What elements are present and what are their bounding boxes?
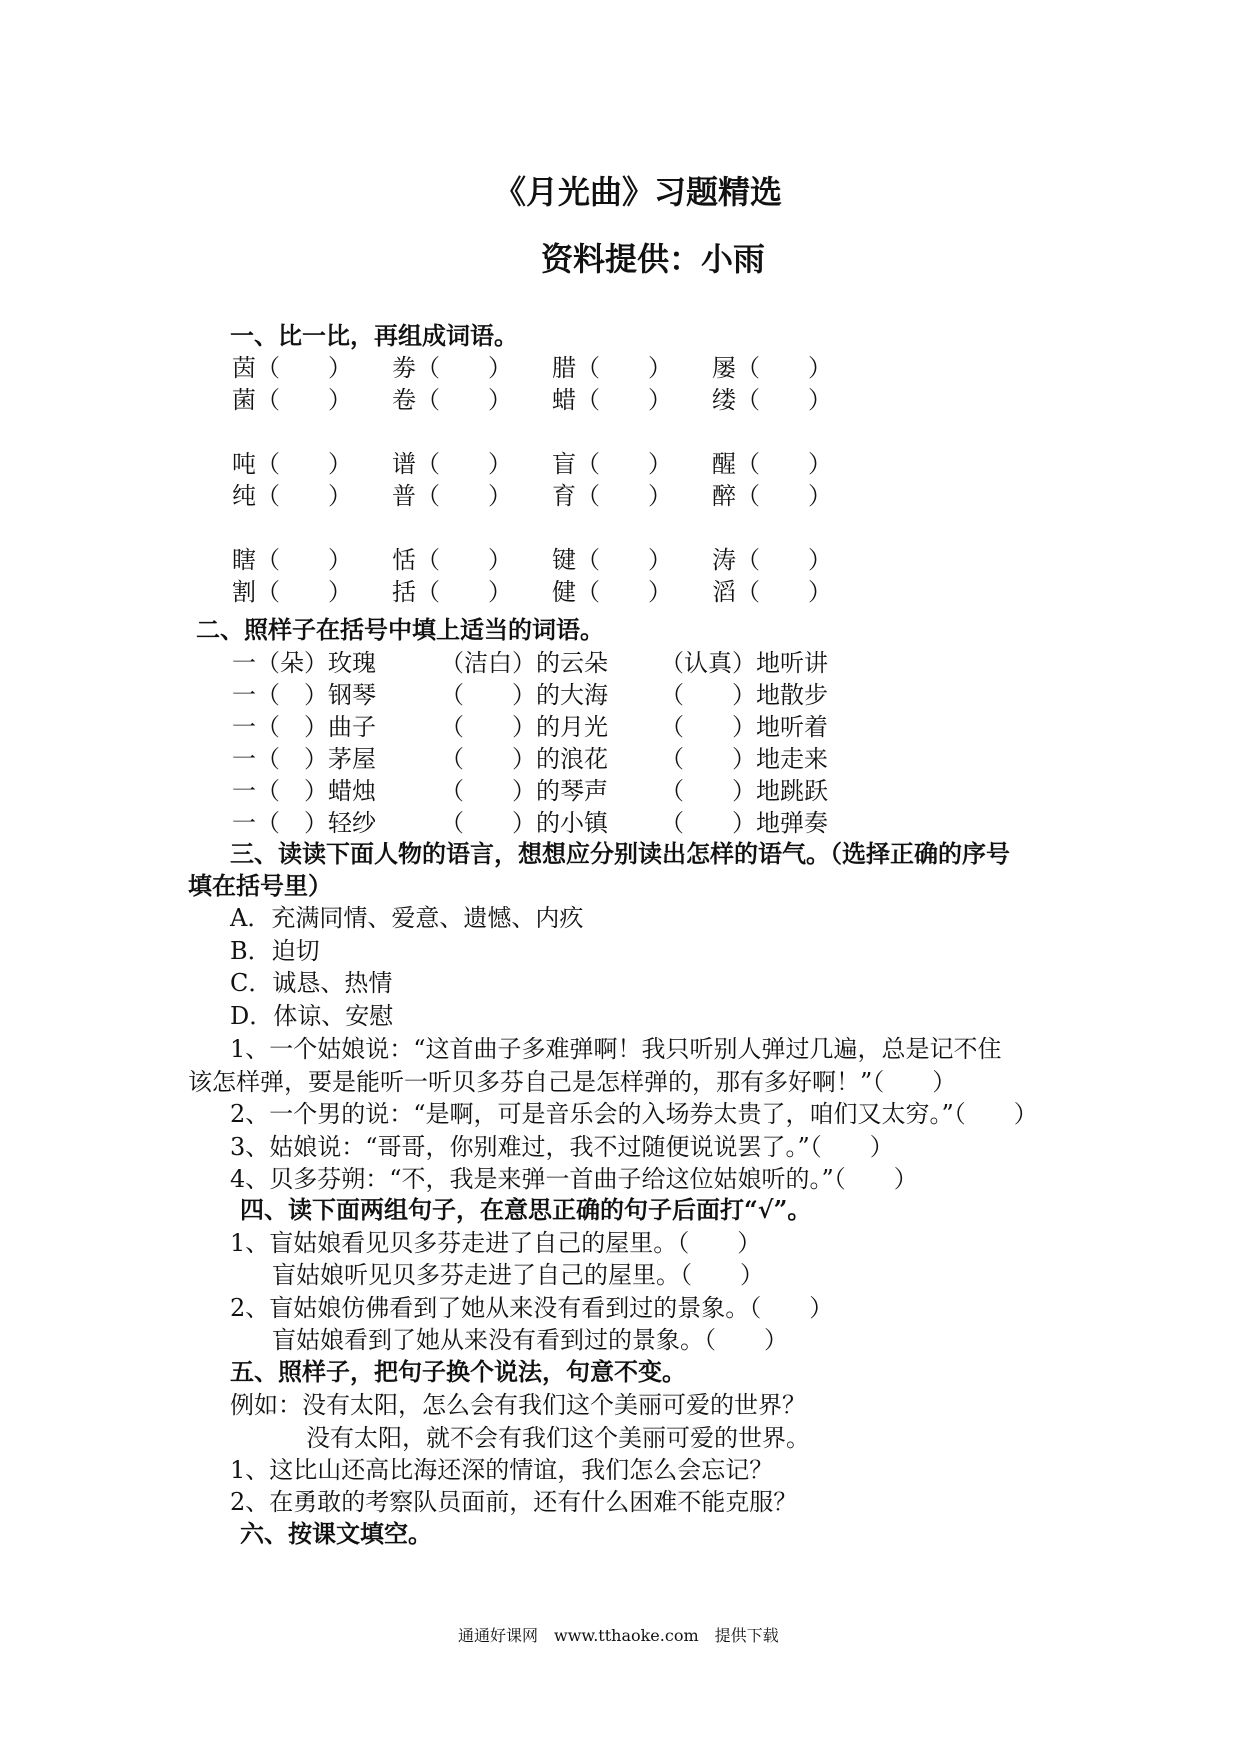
question-2: 2、一个男的说：“是啊，可是音乐会的入场券太贵了，咱们又太穷。”（ ） <box>230 1100 1038 1128</box>
option-b: B．迫切 <box>230 937 320 965</box>
fill-phrase: （ ）地走来 <box>660 745 828 773</box>
fill-phrase: （ ）的大海 <box>440 681 608 709</box>
fill-phrase: （认真）地听讲 <box>660 649 828 677</box>
page-title: 《月光曲》习题精选 <box>494 173 783 211</box>
compare-char-pair: 卷（ ） <box>392 386 512 414</box>
fill-phrase: 一（ ）曲子 <box>232 713 376 741</box>
fill-phrase: （ ）地跳跃 <box>660 777 828 805</box>
compare-char-pair: 纯（ ） <box>232 482 352 510</box>
fill-phrase: 一（ ）钢琴 <box>232 681 376 709</box>
compare-char-pair: 劵（ ） <box>392 354 512 382</box>
section-1-heading: 一、比一比，再组成词语。 <box>230 321 518 350</box>
compare-char-pair: 茵（ ） <box>232 354 352 382</box>
page-footer: 通通好课网 www.tthaoke.com 提供下载 <box>458 1626 779 1645</box>
option-d: D．体谅、安慰 <box>230 1002 394 1030</box>
compare-char-pair: 瞎（ ） <box>232 546 352 574</box>
question-1-line1: 1、一个姑娘说：“这首曲子多难弹啊！我只听别人弹过几遍，总是记不住 <box>230 1035 1002 1063</box>
question-1-line2: 该怎样弹，要是能听一听贝多芬自己是怎样弹的，那有多好啊！”（ ） <box>188 1068 957 1096</box>
fill-phrase: （洁白）的云朵 <box>440 649 608 677</box>
section-3-heading: 三、读读下面人物的语言，想想应分别读出怎样的语气。（选择正确的序号 <box>230 839 1010 868</box>
compare-char-pair: 滔（ ） <box>712 578 832 606</box>
compare-char-pair: 吨（ ） <box>232 450 352 478</box>
compare-char-pair: 屡（ ） <box>712 354 832 382</box>
section-6-heading: 六、按课文填空。 <box>240 1519 432 1548</box>
fill-phrase: （ ）的琴声 <box>440 777 608 805</box>
compare-char-pair: 盲（ ） <box>552 450 672 478</box>
compare-char-pair: 键（ ） <box>552 546 672 574</box>
page-subtitle: 资料提供：小雨 <box>541 240 766 278</box>
compare-char-pair: 蜡（ ） <box>552 386 672 414</box>
compare-char-pair: 菌（ ） <box>232 386 352 414</box>
fill-phrase: 一（ ）茅屋 <box>232 745 376 773</box>
fill-phrase: 一（ ）轻纱 <box>232 809 376 837</box>
option-a: A．充满同情、爱意、遗憾、内疚 <box>230 904 584 932</box>
example-line-2: 没有太阳，就不会有我们这个美丽可爱的世界。 <box>306 1424 810 1452</box>
s4-line-3: 2、盲姑娘仿佛看到了她从来没有看到过的景象。（ ） <box>230 1294 834 1322</box>
s5-question-1: 1、这比山还高比海还深的情谊，我们怎么会忘记？ <box>230 1456 774 1484</box>
example-line-1: 例如：没有太阳，怎么会有我们这个美丽可爱的世界？ <box>230 1391 806 1419</box>
question-3: 3、姑娘说：“哥哥，你别难过，我不过随便说说罢了。”（ ） <box>230 1133 894 1161</box>
s4-line-2: 盲姑娘听见贝多芬走进了自己的屋里。（ ） <box>272 1261 764 1289</box>
compare-char-pair: 谱（ ） <box>392 450 512 478</box>
section-3-heading-cont: 填在括号里） <box>188 871 332 900</box>
compare-char-pair: 割（ ） <box>232 578 352 606</box>
s4-line-1: 1、盲姑娘看见贝多芬走进了自己的屋里。（ ） <box>230 1229 762 1257</box>
fill-phrase: （ ）地散步 <box>660 681 828 709</box>
fill-phrase: （ ）的小镇 <box>440 809 608 837</box>
option-c: C．诚恳、热情 <box>230 969 393 997</box>
compare-char-pair: 腊（ ） <box>552 354 672 382</box>
s5-question-2: 2、在勇敢的考察队员面前，还有什么困难不能克服？ <box>230 1488 798 1516</box>
fill-phrase: （ ）的浪花 <box>440 745 608 773</box>
fill-phrase: 一（朵）玫瑰 <box>232 649 376 677</box>
section-4-heading: 四、读下面两组句子，在意思正确的句子后面打“√”。 <box>240 1195 812 1224</box>
compare-char-pair: 醒（ ） <box>712 450 832 478</box>
compare-char-pair: 健（ ） <box>552 578 672 606</box>
question-4: 4、贝多芬朔：“不，我是来弹一首曲子给这位姑娘听的。”（ ） <box>230 1165 918 1193</box>
compare-char-pair: 育（ ） <box>552 482 672 510</box>
section-2-heading: 二、照样子在括号中填上适当的词语。 <box>196 615 604 644</box>
fill-phrase: （ ）地听着 <box>660 713 828 741</box>
compare-char-pair: 醉（ ） <box>712 482 832 510</box>
fill-phrase: 一（ ）蜡烛 <box>232 777 376 805</box>
s4-line-4: 盲姑娘看到了她从来没有看到过的景象。（ ） <box>272 1326 788 1354</box>
section-5-heading: 五、照样子，把句子换个说法，句意不变。 <box>230 1357 686 1386</box>
fill-phrase: （ ）的月光 <box>440 713 608 741</box>
compare-char-pair: 普（ ） <box>392 482 512 510</box>
compare-char-pair: 涛（ ） <box>712 546 832 574</box>
compare-char-pair: 恬（ ） <box>392 546 512 574</box>
compare-char-pair: 括（ ） <box>392 578 512 606</box>
compare-char-pair: 缕（ ） <box>712 386 832 414</box>
fill-phrase: （ ）地弹奏 <box>660 809 828 837</box>
